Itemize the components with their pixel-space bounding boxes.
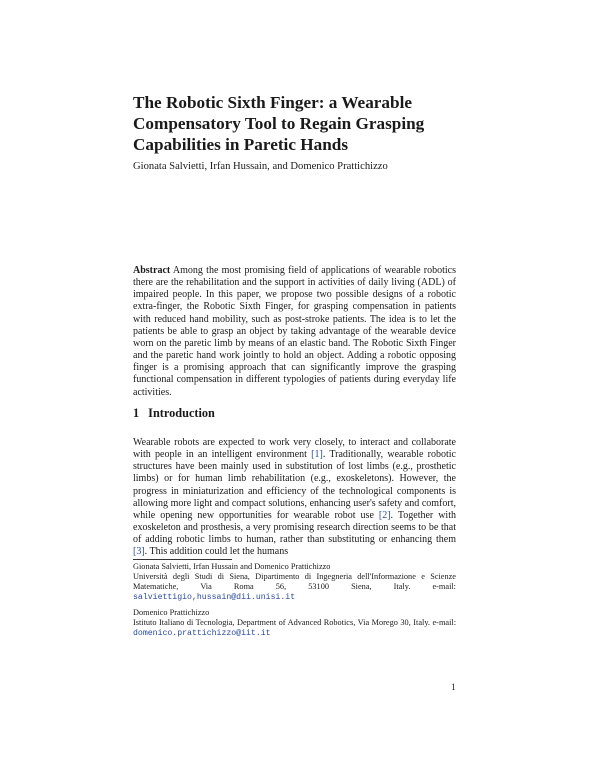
footnote-affiliation: Università degli Studi di Siena, Dipartimento di Ingegneria dell'Informazione e Scienze Matematiche, Via Roma 56, 53100 Siena, Italy. e-mail: [133,572,456,591]
citation-link[interactable]: [3] [133,546,145,558]
section-number: 1 [133,406,140,420]
footnote-names: Gionata Salvietti, Irfan Hussain and Domenico Prattichizzo [133,562,331,571]
body-text-segment: . This addition could let the humans [144,546,289,558]
body-text-segment: . Traditionally, wearable robotic structures have been mainly used in substitution of lost limbs (e.g., prosthetic limbs) or for human limb rehabilitation (e.g., exoskeletons). However, the progress in miniaturization and efficiency of the technological components is allowing more light and compact solutions, enhancing user's safety and comfort, while opening new opportunities for wearable robot use [133,449,456,521]
footnote-names: Domenico Prattichizzo [133,608,210,617]
paper-title [133,92,473,155]
abstract [133,265,456,399]
introduction-paragraph [133,437,456,559]
footnotes [133,562,456,644]
footnote-divider [133,559,232,560]
citation-link[interactable]: [2] [378,509,391,521]
footnote-authors-2 [133,608,456,639]
body-text-segment: Wearable robots are expected to work very closely, to interact and collaborate with people in an intelligent environment [133,437,456,461]
email-link[interactable]: salviettigio,hussain@dii.unisi.it [133,593,296,602]
section-heading [133,406,215,421]
abstract-label: Abstract [133,265,171,276]
title-line: Compensatory Tool to Regain Grasping [133,114,425,133]
author-list: Gionata Salvietti, Irfan Hussain, and Domenico Prattichizzo [133,161,388,172]
footnote-affiliation: Istituto Italiano di Tecnologia, Department of Advanced Robotics, Via Morego 30, Italy. e-mail: [133,618,456,627]
abstract-text: Among the most promising field of applications of wearable robotics there are the rehabilitation and the support in activities of daily living (ADL) of impaired people. In this paper, we propose two possible designs of a robotic extra-finger, the Robotic Sixth Finger, for grasping compensation in patients with reduced hand mobility, such as post-stroke patients. The idea is to let the patients be able to grasp an object by taking advantage of the wearable device worn on the paretic limb by means of an elastic band. The Robotic Sixth Finger and the paretic hand work jointly to hold an object. Adding a robotic opposing finger is a promising approach that can significantly improve the grasping functional compensation in different typologies of patients during everyday life activities. [133,265,456,398]
section-title: Introduction [148,406,215,420]
email-link[interactable]: domenico.prattichizzo@iit.it [133,629,271,638]
page-number: 1 [451,683,456,693]
title-line: Capabilities in Paretic Hands [133,135,349,154]
title-line: The Robotic Sixth Finger: a Wearable [133,93,412,112]
body-text-segment: . Together with exoskeleton and prosthesis, a very promising research direction seems to be that of adding robotic limbs to human, rather than substituting or enhancing them [133,509,456,546]
citation-link[interactable]: [1] [311,449,323,461]
footnote-authors-1 [133,562,456,603]
